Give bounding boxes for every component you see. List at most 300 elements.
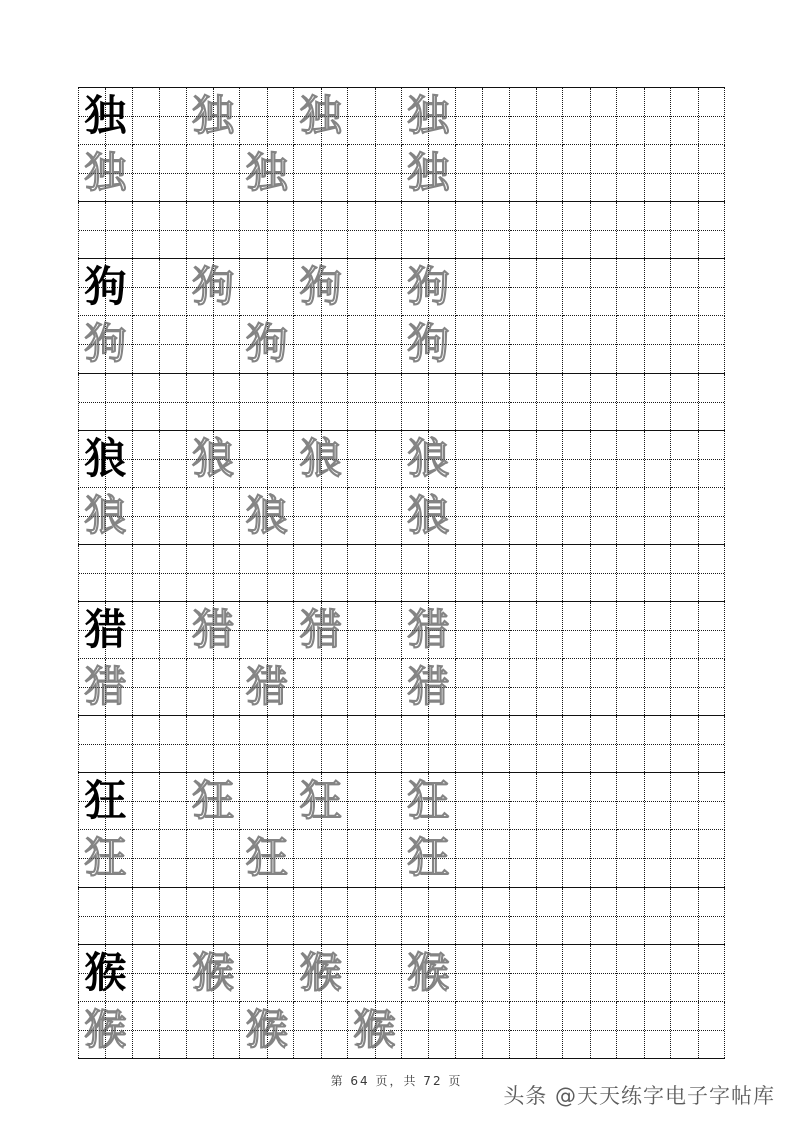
cell-guideline-cross [510, 545, 563, 601]
grid-cell-blank[interactable] [509, 373, 563, 430]
grid-cell-trace[interactable] [401, 259, 455, 316]
grid-cell-trace[interactable] [79, 830, 133, 887]
grid-cell-blank[interactable] [671, 259, 725, 316]
grid-cell-blank[interactable] [455, 316, 509, 373]
grid-cell-blank[interactable] [671, 544, 725, 601]
grid-cell-blank[interactable] [132, 316, 186, 373]
grid-cell-blank[interactable] [132, 430, 186, 487]
cell-guideline-cross [563, 1002, 616, 1058]
grid-cell-blank[interactable] [563, 544, 617, 601]
grid-row [79, 830, 725, 887]
grid-cell-blank[interactable] [132, 1001, 186, 1058]
grid-cell-blank[interactable] [240, 887, 294, 944]
grid-cell-blank[interactable] [617, 430, 671, 487]
grid-cell-blank[interactable] [563, 716, 617, 773]
grid-cell-model[interactable] [79, 88, 133, 145]
grid-cell-blank[interactable] [509, 659, 563, 716]
grid-cell-trace[interactable] [401, 88, 455, 145]
grid-cell-blank[interactable] [671, 430, 725, 487]
grid-cell-blank[interactable] [186, 887, 240, 944]
cell-guideline-cross [510, 145, 563, 201]
grid-cell-trace[interactable] [401, 487, 455, 544]
grid-cell-trace[interactable] [186, 944, 240, 1001]
grid-cell-blank[interactable] [401, 887, 455, 944]
grid-cell-blank[interactable] [79, 373, 133, 430]
grid-cell-blank[interactable] [671, 944, 725, 1001]
grid-cell-blank[interactable] [132, 487, 186, 544]
grid-cell-blank[interactable] [348, 944, 402, 1001]
grid-cell-blank[interactable] [79, 887, 133, 944]
grid-cell-blank[interactable] [671, 887, 725, 944]
grid-cell-blank[interactable] [455, 887, 509, 944]
grid-cell-blank[interactable] [401, 1001, 455, 1058]
cell-guideline-cross [348, 945, 401, 1001]
grid-cell-blank[interactable] [617, 830, 671, 887]
cell-guideline-cross [187, 1002, 240, 1058]
grid-cell-trace[interactable] [240, 487, 294, 544]
grid-cell-blank[interactable] [671, 830, 725, 887]
grid-cell-blank[interactable] [455, 601, 509, 658]
grid-cell-blank[interactable] [455, 487, 509, 544]
cell-guideline-cross [348, 259, 401, 315]
grid-cell-blank[interactable] [348, 202, 402, 259]
grid-cell-blank[interactable] [348, 659, 402, 716]
cell-guideline-cross [671, 602, 724, 658]
grid-cell-trace[interactable] [401, 601, 455, 658]
cell-guideline-cross [402, 374, 455, 430]
grid-cell-blank[interactable] [617, 944, 671, 1001]
grid-cell-blank[interactable] [240, 373, 294, 430]
grid-cell-blank[interactable] [132, 202, 186, 259]
grid-cell-blank[interactable] [348, 259, 402, 316]
cell-guideline-cross [240, 431, 293, 487]
cell-guideline-cross [671, 830, 724, 886]
cell-guideline-cross [187, 145, 240, 201]
cell-guideline-cross [563, 374, 616, 430]
cell-guideline-cross [294, 374, 347, 430]
grid-cell-blank[interactable] [132, 830, 186, 887]
cell-guideline-cross [510, 88, 563, 144]
grid-cell-blank[interactable] [348, 601, 402, 658]
grid-cell-blank[interactable] [132, 373, 186, 430]
grid-cell-trace[interactable] [240, 145, 294, 202]
grid-cell-trace[interactable] [294, 88, 348, 145]
cell-guideline-cross [133, 1002, 186, 1058]
grid-cell-blank[interactable] [671, 145, 725, 202]
grid-cell-blank[interactable] [132, 944, 186, 1001]
trace-character: 猴 [192, 947, 235, 997]
grid-cell-blank[interactable] [186, 202, 240, 259]
grid-cell-blank[interactable] [455, 202, 509, 259]
cell-guideline-cross [240, 602, 293, 658]
grid-cell-blank[interactable] [294, 544, 348, 601]
grid-cell-blank[interactable] [348, 145, 402, 202]
cell-guideline-cross [510, 830, 563, 886]
grid-cell-blank[interactable] [671, 88, 725, 145]
trace-character: 狼 [245, 490, 288, 540]
grid-cell-blank[interactable] [348, 88, 402, 145]
grid-cell-blank[interactable] [132, 601, 186, 658]
trace-character: 猴 [245, 1004, 288, 1054]
cell-guideline-cross [456, 830, 509, 886]
grid-cell-blank[interactable] [294, 716, 348, 773]
grid-cell-trace[interactable] [401, 830, 455, 887]
grid-cell-blank[interactable] [617, 659, 671, 716]
grid-cell-trace[interactable] [240, 830, 294, 887]
grid-cell-trace[interactable] [240, 316, 294, 373]
grid-cell-blank[interactable] [294, 487, 348, 544]
trace-character: 狂 [245, 833, 288, 883]
grid-cell-blank[interactable] [79, 202, 133, 259]
grid-cell-blank[interactable] [186, 544, 240, 601]
grid-cell-blank[interactable] [455, 659, 509, 716]
cell-guideline-cross [187, 374, 240, 430]
grid-cell-trace[interactable] [79, 1001, 133, 1058]
trace-character: 狗 [192, 262, 235, 312]
grid-cell-blank[interactable] [348, 373, 402, 430]
cell-guideline-cross [348, 545, 401, 601]
cell-guideline-cross [617, 431, 670, 487]
grid-cell-blank[interactable] [240, 601, 294, 658]
grid-cell-blank[interactable] [563, 145, 617, 202]
grid-row [79, 773, 725, 830]
cell-guideline-cross [510, 1002, 563, 1058]
cell-guideline-cross [510, 259, 563, 315]
grid-cell-blank[interactable] [455, 430, 509, 487]
grid-cell-blank[interactable] [509, 259, 563, 316]
grid-cell-model[interactable] [79, 944, 133, 1001]
grid-cell-trace[interactable] [401, 430, 455, 487]
cell-guideline-cross [133, 259, 186, 315]
cell-guideline-cross [133, 602, 186, 658]
grid-cell-trace[interactable] [79, 145, 133, 202]
cell-guideline-cross [79, 888, 132, 944]
grid-cell-blank[interactable] [455, 716, 509, 773]
grid-row [79, 601, 725, 658]
grid-cell-blank[interactable] [401, 716, 455, 773]
grid-cell-blank[interactable] [563, 1001, 617, 1058]
cell-guideline-cross [456, 773, 509, 829]
grid-cell-blank[interactable] [401, 544, 455, 601]
grid-cell-blank[interactable] [132, 145, 186, 202]
cell-guideline-cross [294, 888, 347, 944]
grid-cell-blank[interactable] [240, 202, 294, 259]
grid-cell-blank[interactable] [617, 259, 671, 316]
cell-guideline-cross [456, 488, 509, 544]
cell-guideline-cross [294, 545, 347, 601]
cell-guideline-cross [456, 545, 509, 601]
grid-cell-blank[interactable] [240, 944, 294, 1001]
grid-cell-blank[interactable] [509, 487, 563, 544]
grid-cell-model[interactable] [79, 601, 133, 658]
grid-cell-blank[interactable] [240, 430, 294, 487]
grid-cell-blank[interactable] [617, 316, 671, 373]
grid-cell-blank[interactable] [186, 1001, 240, 1058]
grid-cell-trace[interactable] [79, 316, 133, 373]
grid-cell-blank[interactable] [240, 716, 294, 773]
grid-cell-blank[interactable] [617, 1001, 671, 1058]
grid-cell-blank[interactable] [348, 716, 402, 773]
trace-character: 独 [84, 148, 127, 198]
grid-cell-model[interactable] [79, 430, 133, 487]
model-character: 独 [84, 91, 127, 141]
cell-guideline-cross [240, 88, 293, 144]
cell-guideline-cross [456, 945, 509, 1001]
grid-cell-blank[interactable] [509, 830, 563, 887]
grid-cell-blank[interactable] [563, 259, 617, 316]
cell-guideline-cross [510, 716, 563, 772]
grid-cell-blank[interactable] [294, 373, 348, 430]
grid-cell-blank[interactable] [617, 544, 671, 601]
cell-guideline-cross [133, 659, 186, 715]
grid-cell-blank[interactable] [294, 830, 348, 887]
cell-guideline-cross [133, 202, 186, 258]
cell-guideline-cross [456, 374, 509, 430]
cell-guideline-cross [133, 773, 186, 829]
grid-cell-trace[interactable] [79, 659, 133, 716]
grid-cell-blank[interactable] [240, 544, 294, 601]
grid-cell-trace[interactable] [294, 944, 348, 1001]
cell-guideline-cross [671, 202, 724, 258]
cell-guideline-cross [563, 545, 616, 601]
grid-cell-blank[interactable] [455, 773, 509, 830]
grid-cell-blank[interactable] [617, 601, 671, 658]
cell-guideline-cross [79, 374, 132, 430]
cell-guideline-cross [456, 88, 509, 144]
cell-guideline-cross [510, 316, 563, 372]
grid-cell-trace[interactable] [401, 316, 455, 373]
grid-cell-blank[interactable] [509, 944, 563, 1001]
grid-cell-blank[interactable] [294, 659, 348, 716]
grid-cell-blank[interactable] [671, 316, 725, 373]
grid-cell-blank[interactable] [671, 773, 725, 830]
grid-cell-blank[interactable] [509, 202, 563, 259]
grid-cell-blank[interactable] [617, 373, 671, 430]
grid-cell-blank[interactable] [455, 145, 509, 202]
grid-cell-blank[interactable] [509, 88, 563, 145]
grid-cell-blank[interactable] [617, 202, 671, 259]
grid-cell-blank[interactable] [186, 830, 240, 887]
grid-cell-blank[interactable] [455, 88, 509, 145]
grid-cell-trace[interactable] [401, 659, 455, 716]
grid-cell-blank[interactable] [455, 259, 509, 316]
trace-character: 猴 [84, 1004, 127, 1054]
grid-cell-trace[interactable] [186, 773, 240, 830]
trace-character: 狼 [299, 433, 342, 483]
grid-cell-model[interactable] [79, 773, 133, 830]
grid-cell-blank[interactable] [563, 830, 617, 887]
grid-cell-blank[interactable] [348, 316, 402, 373]
grid-cell-trace[interactable] [240, 659, 294, 716]
grid-cell-blank[interactable] [509, 716, 563, 773]
grid-cell-blank[interactable] [455, 373, 509, 430]
grid-cell-blank[interactable] [563, 601, 617, 658]
grid-cell-blank[interactable] [186, 316, 240, 373]
grid-cell-blank[interactable] [294, 202, 348, 259]
grid-row [79, 887, 725, 944]
cell-guideline-cross [510, 374, 563, 430]
grid-cell-blank[interactable] [132, 659, 186, 716]
grid-cell-blank[interactable] [563, 316, 617, 373]
grid-cell-trace[interactable] [401, 773, 455, 830]
grid-cell-blank[interactable] [563, 430, 617, 487]
watermark-label: 头条 @天天练字电子字帖库 [503, 1084, 775, 1108]
grid-cell-blank[interactable] [509, 1001, 563, 1058]
grid-cell-blank[interactable] [563, 887, 617, 944]
cell-guideline-cross [617, 316, 670, 372]
grid-cell-blank[interactable] [294, 145, 348, 202]
grid-cell-trace[interactable] [186, 259, 240, 316]
grid-cell-blank[interactable] [294, 1001, 348, 1058]
grid-cell-blank[interactable] [509, 544, 563, 601]
grid-cell-blank[interactable] [294, 316, 348, 373]
grid-cell-blank[interactable] [617, 716, 671, 773]
grid-cell-blank[interactable] [132, 716, 186, 773]
grid-cell-blank[interactable] [671, 202, 725, 259]
grid-cell-blank[interactable] [132, 773, 186, 830]
grid-cell-blank[interactable] [294, 887, 348, 944]
grid-cell-blank[interactable] [186, 716, 240, 773]
grid-cell-blank[interactable] [401, 202, 455, 259]
cell-guideline-cross [456, 888, 509, 944]
grid-cell-blank[interactable] [79, 544, 133, 601]
grid-cell-blank[interactable] [348, 487, 402, 544]
grid-cell-blank[interactable] [563, 944, 617, 1001]
cell-guideline-cross [187, 659, 240, 715]
grid-cell-trace[interactable] [401, 145, 455, 202]
trace-character: 狂 [407, 776, 450, 826]
grid-row [79, 373, 725, 430]
cell-guideline-cross [294, 145, 347, 201]
grid-cell-blank[interactable] [240, 88, 294, 145]
cell-guideline-cross [510, 945, 563, 1001]
grid-cell-blank[interactable] [671, 373, 725, 430]
cell-guideline-cross [133, 145, 186, 201]
cell-guideline-cross [563, 602, 616, 658]
grid-cell-blank[interactable] [563, 373, 617, 430]
grid-cell-trace[interactable] [294, 601, 348, 658]
trace-character: 独 [407, 91, 450, 141]
cell-guideline-cross [348, 659, 401, 715]
grid-cell-blank[interactable] [509, 773, 563, 830]
grid-cell-blank[interactable] [671, 659, 725, 716]
grid-cell-blank[interactable] [671, 601, 725, 658]
grid-cell-blank[interactable] [563, 88, 617, 145]
grid-cell-blank[interactable] [671, 1001, 725, 1058]
grid-cell-trace[interactable] [186, 88, 240, 145]
grid-cell-model[interactable] [79, 259, 133, 316]
grid-cell-blank[interactable] [671, 487, 725, 544]
grid-cell-blank[interactable] [348, 773, 402, 830]
grid-cell-blank[interactable] [132, 259, 186, 316]
grid-cell-blank[interactable] [348, 430, 402, 487]
cell-guideline-cross [240, 773, 293, 829]
grid-cell-blank[interactable] [132, 544, 186, 601]
cell-guideline-cross [240, 374, 293, 430]
grid-cell-blank[interactable] [563, 773, 617, 830]
cell-guideline-cross [671, 316, 724, 372]
trace-character: 猎 [245, 662, 288, 712]
cell-guideline-cross [348, 431, 401, 487]
grid-cell-trace[interactable] [79, 487, 133, 544]
cell-guideline-cross [671, 259, 724, 315]
grid-cell-blank[interactable] [186, 487, 240, 544]
grid-cell-blank[interactable] [455, 1001, 509, 1058]
cell-guideline-cross [617, 888, 670, 944]
grid-cell-blank[interactable] [509, 316, 563, 373]
grid-cell-blank[interactable] [617, 487, 671, 544]
trace-character: 狗 [245, 319, 288, 369]
cell-guideline-cross [563, 316, 616, 372]
grid-cell-trace[interactable] [294, 773, 348, 830]
cell-guideline-cross [563, 773, 616, 829]
grid-cell-blank[interactable] [186, 659, 240, 716]
grid-cell-blank[interactable] [401, 373, 455, 430]
cell-guideline-cross [510, 488, 563, 544]
cell-guideline-cross [294, 202, 347, 258]
grid-cell-blank[interactable] [671, 716, 725, 773]
grid-cell-trace[interactable] [240, 1001, 294, 1058]
grid-cell-blank[interactable] [240, 773, 294, 830]
grid-cell-trace[interactable] [294, 430, 348, 487]
grid-cell-blank[interactable] [509, 430, 563, 487]
practice-grid [78, 87, 725, 1059]
grid-row [79, 202, 725, 259]
grid-cell-blank[interactable] [563, 487, 617, 544]
grid-cell-blank[interactable] [563, 202, 617, 259]
cell-guideline-cross [294, 716, 347, 772]
grid-cell-blank[interactable] [509, 601, 563, 658]
grid-cell-blank[interactable] [455, 544, 509, 601]
grid-cell-blank[interactable] [348, 887, 402, 944]
grid-cell-blank[interactable] [240, 259, 294, 316]
grid-cell-blank[interactable] [509, 887, 563, 944]
grid-cell-trace[interactable] [186, 601, 240, 658]
grid-cell-blank[interactable] [132, 887, 186, 944]
cell-guideline-cross [671, 374, 724, 430]
trace-character: 狂 [192, 776, 235, 826]
cell-guideline-cross [671, 773, 724, 829]
cell-guideline-cross [510, 431, 563, 487]
grid-cell-blank[interactable] [617, 887, 671, 944]
grid-cell-blank[interactable] [617, 145, 671, 202]
grid-cell-blank[interactable] [348, 544, 402, 601]
grid-cell-blank[interactable] [186, 373, 240, 430]
grid-cell-trace[interactable] [348, 1001, 402, 1058]
grid-cell-blank[interactable] [563, 659, 617, 716]
grid-cell-blank[interactable] [509, 145, 563, 202]
cell-guideline-cross [348, 145, 401, 201]
grid-cell-blank[interactable] [79, 716, 133, 773]
cell-guideline-cross [617, 145, 670, 201]
grid-cell-blank[interactable] [455, 944, 509, 1001]
grid-cell-blank[interactable] [186, 145, 240, 202]
trace-character: 猎 [407, 662, 450, 712]
grid-cell-trace[interactable] [401, 944, 455, 1001]
grid-cell-trace[interactable] [186, 430, 240, 487]
grid-cell-blank[interactable] [455, 830, 509, 887]
grid-cell-blank[interactable] [132, 88, 186, 145]
cell-guideline-cross [133, 488, 186, 544]
cell-guideline-cross [187, 830, 240, 886]
cell-guideline-cross [240, 202, 293, 258]
cell-guideline-cross [348, 374, 401, 430]
grid-cell-trace[interactable] [294, 259, 348, 316]
grid-cell-blank[interactable] [617, 88, 671, 145]
cell-guideline-cross [240, 716, 293, 772]
grid-cell-blank[interactable] [348, 830, 402, 887]
grid-cell-blank[interactable] [617, 773, 671, 830]
